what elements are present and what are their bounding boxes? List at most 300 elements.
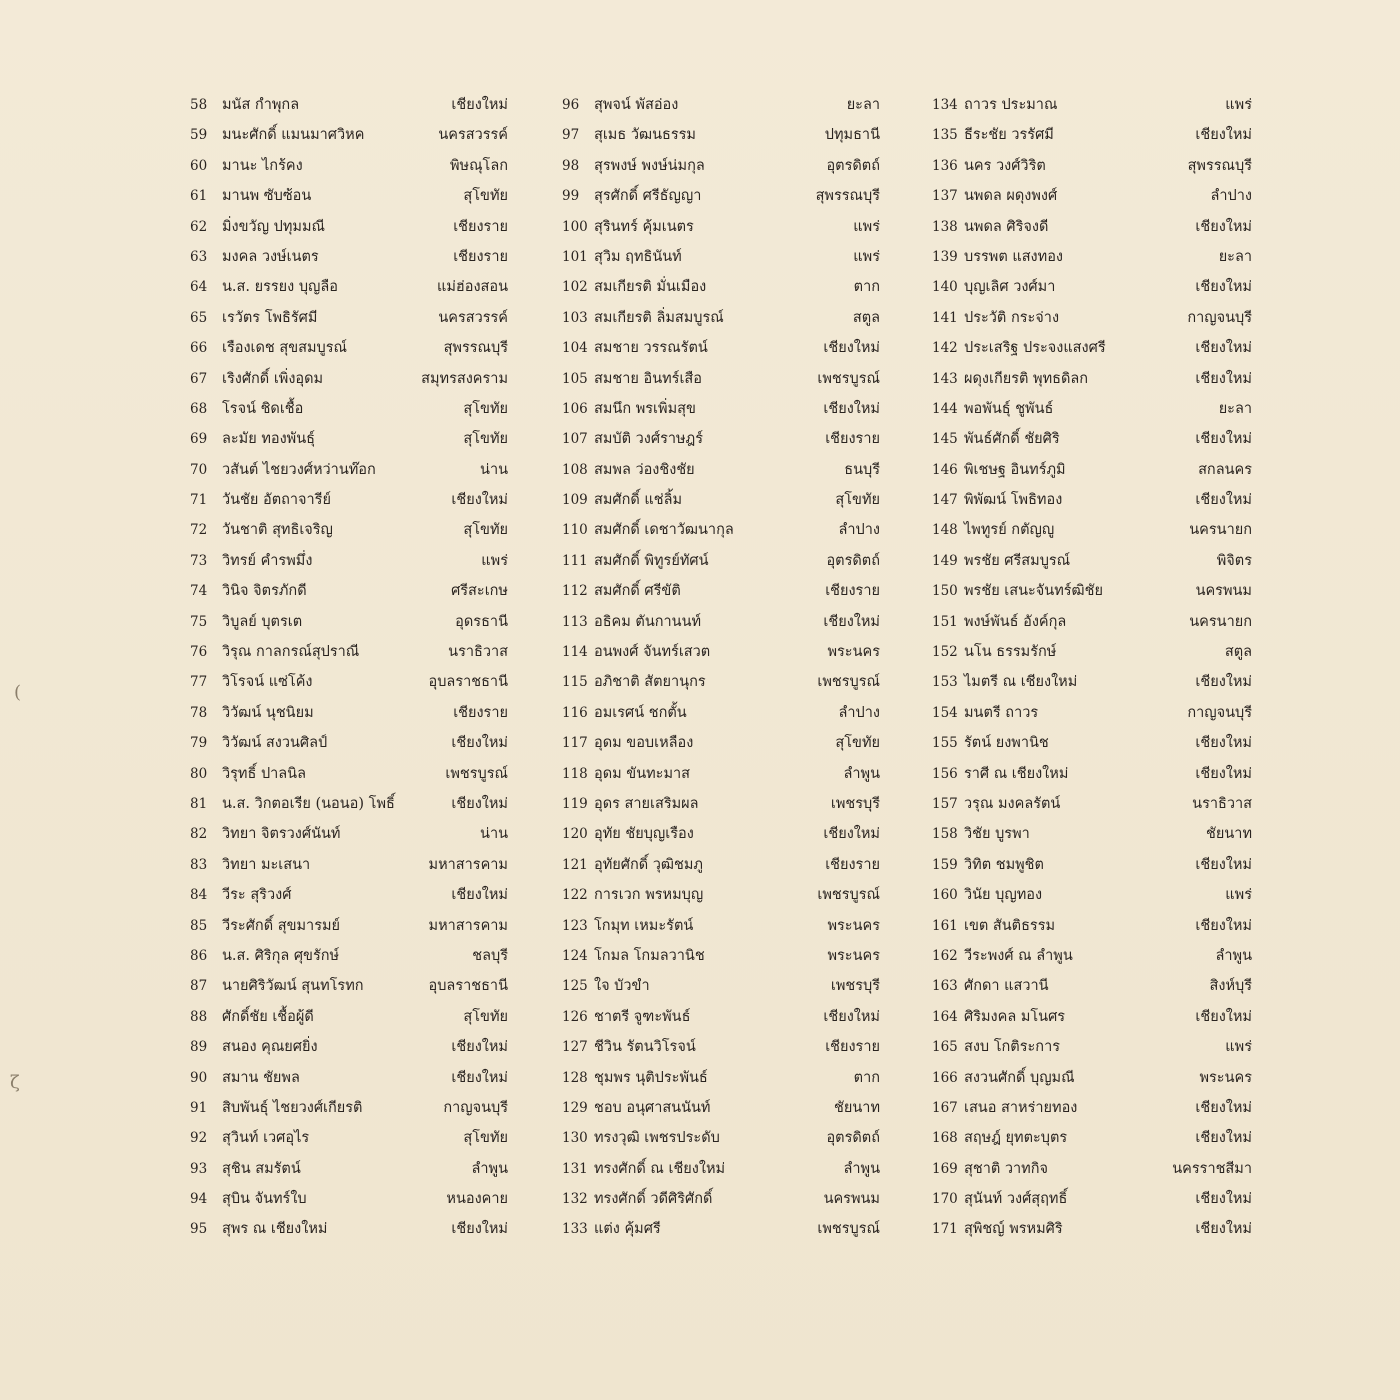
entry-number: 85 bbox=[190, 917, 208, 934]
entry-name: วินัย บุญทอง bbox=[964, 887, 1043, 904]
entry-province: ตาก bbox=[853, 279, 880, 296]
entry-name: อภิชาติ สัตยานุกร bbox=[594, 674, 706, 691]
entry-name: โรจน์ ชิดเชื้อ bbox=[222, 400, 304, 417]
entry-name: ละมัย ทองพันธุ์ bbox=[222, 431, 316, 448]
entry-province: ลำพูน bbox=[843, 765, 880, 782]
entry-name: วิรุณ กาลกรณ์สุปราณี bbox=[222, 644, 360, 661]
entry-province: เชียงใหม่ bbox=[1195, 765, 1252, 782]
entry-province: ลำพูน bbox=[471, 1160, 508, 1177]
entry-number: 92 bbox=[190, 1130, 208, 1147]
entry-name: สุพจน์ พัสอ่อง bbox=[594, 97, 679, 113]
entry-name: มนตรี ถาวร bbox=[964, 704, 1039, 721]
list-item bbox=[562, 151, 880, 181]
margin-mark-1: ( bbox=[14, 682, 22, 703]
list-item bbox=[932, 1184, 1252, 1214]
entry-province: ชลบุรี bbox=[472, 947, 508, 964]
entry-number: 70 bbox=[190, 461, 208, 478]
entry-province: เชียงใหม่ bbox=[451, 492, 508, 509]
entry-province: เชียงใหม่ bbox=[1195, 431, 1252, 448]
entry-name: สมาน ชัยพล bbox=[222, 1069, 300, 1086]
entry-number: 65 bbox=[190, 309, 208, 326]
entry-province: เพชรบูรณ์ bbox=[817, 1221, 880, 1238]
list-item bbox=[932, 151, 1252, 181]
entry-number: 91 bbox=[190, 1099, 208, 1116]
list-item bbox=[932, 576, 1252, 606]
entry-number: 137 bbox=[932, 188, 958, 205]
entry-number: 110 bbox=[562, 522, 588, 539]
list-item bbox=[932, 819, 1252, 849]
list-item bbox=[932, 1214, 1252, 1244]
entry-name: วิรุทธิ์ ปาลนิล bbox=[222, 765, 306, 782]
entry-name: สุวิม ฤทธินันท์ bbox=[594, 248, 682, 265]
entry-name: วีระ สุริวงศ์ bbox=[222, 887, 292, 904]
entry-province: ลำปาง bbox=[1210, 188, 1252, 205]
entry-number: 90 bbox=[190, 1069, 208, 1086]
entry-name: สุเมธ วัฒนธรรม bbox=[594, 127, 696, 144]
list-item bbox=[932, 394, 1252, 424]
entry-province: เชียงใหม่ bbox=[1195, 370, 1252, 387]
entry-number: 144 bbox=[932, 400, 958, 417]
entry-number: 139 bbox=[932, 248, 958, 265]
entry-province: สุโขทัย bbox=[463, 1008, 508, 1025]
entry-number: 147 bbox=[932, 492, 958, 509]
list-item bbox=[190, 485, 508, 515]
entry-name: วีระพงศ์ ณ ลำพูน bbox=[964, 947, 1073, 964]
entry-name: น.ส. วิกตอเรีย (นอนอ) โพธิ์ bbox=[222, 795, 395, 812]
list-item bbox=[562, 698, 880, 728]
entry-number: 102 bbox=[562, 279, 588, 296]
entry-province: น่าน bbox=[480, 461, 508, 478]
entry-province: เชียงใหม่ bbox=[1195, 674, 1252, 691]
entry-number: 171 bbox=[932, 1221, 958, 1238]
list-item bbox=[190, 971, 508, 1001]
entry-name: พิเชษฐ อินทร์ภูมิ bbox=[964, 461, 1066, 478]
list-item bbox=[562, 1063, 880, 1093]
list-item bbox=[190, 1063, 508, 1093]
entry-number: 117 bbox=[562, 735, 588, 752]
entry-number: 101 bbox=[562, 248, 588, 265]
entry-name: สุพร ณ เชียงใหม่ bbox=[222, 1221, 328, 1238]
list-item bbox=[190, 424, 508, 454]
entry-number: 164 bbox=[932, 1008, 958, 1025]
entry-number: 100 bbox=[562, 218, 588, 235]
list-item bbox=[562, 120, 880, 150]
entry-province: สุโขทัย bbox=[463, 1130, 508, 1147]
entry-province: นครพนม bbox=[1195, 583, 1252, 600]
entry-number: 104 bbox=[562, 340, 588, 357]
list-item bbox=[932, 607, 1252, 637]
list-item bbox=[190, 850, 508, 880]
list-item bbox=[932, 120, 1252, 150]
entry-name: สุพิชญ์ พรหมศิริ bbox=[964, 1221, 1063, 1238]
entry-name: นโน ธรรมรักษ์ bbox=[964, 644, 1057, 661]
entry-province: ยะลา bbox=[1218, 248, 1252, 265]
list-item bbox=[562, 333, 880, 363]
entry-province: นครสวรรค์ bbox=[438, 309, 508, 326]
entry-name: อุดร สายเสริมผล bbox=[594, 795, 699, 812]
entry-number: 109 bbox=[562, 492, 588, 509]
entry-name: วิทยา มะเสนา bbox=[222, 856, 311, 873]
list-item bbox=[562, 1032, 880, 1062]
entry-name: วิชัย บูรพา bbox=[964, 826, 1030, 843]
entry-province: นครพนม bbox=[823, 1191, 880, 1208]
list-item bbox=[190, 455, 508, 485]
list-item bbox=[562, 789, 880, 819]
entry-number: 108 bbox=[562, 461, 588, 478]
list-item bbox=[190, 546, 508, 576]
entry-name: วรุณ มงคลรัตน์ bbox=[964, 795, 1061, 812]
entry-name: วิบูลย์ บุตรเต bbox=[222, 613, 303, 630]
entry-number: 106 bbox=[562, 400, 588, 417]
entry-number: 130 bbox=[562, 1130, 588, 1147]
entry-province: เชียงใหม่ bbox=[1195, 856, 1252, 873]
entry-number: 114 bbox=[562, 644, 588, 661]
entry-province: ยะลา bbox=[846, 97, 880, 113]
entry-number: 146 bbox=[932, 461, 958, 478]
entry-name: พรชัย เสนะจันทร์ฒิชัย bbox=[964, 583, 1103, 600]
entry-number: 127 bbox=[562, 1039, 588, 1056]
entry-number: 107 bbox=[562, 431, 588, 448]
list-item bbox=[190, 819, 508, 849]
entry-name: อนพงศ์ จันทร์เสวต bbox=[594, 644, 711, 661]
entry-name: วิทรย์ คำรพมึ่ง bbox=[222, 552, 313, 569]
entry-number: 121 bbox=[562, 856, 588, 873]
list-column-2 bbox=[562, 90, 880, 1245]
list-item bbox=[562, 850, 880, 880]
entry-number: 59 bbox=[190, 127, 208, 144]
entry-province: สุโขทัย bbox=[463, 188, 508, 205]
entry-number: 156 bbox=[932, 765, 958, 782]
list-item bbox=[932, 941, 1252, 971]
entry-number: 71 bbox=[190, 492, 208, 509]
entry-number: 159 bbox=[932, 856, 958, 873]
entry-province: พิษณุโลก bbox=[449, 157, 508, 174]
entry-number: 149 bbox=[932, 552, 958, 569]
entry-province: มหาสารคาม bbox=[428, 917, 508, 934]
entry-name: นคร วงศ์วิริต bbox=[964, 157, 1046, 174]
entry-number: 88 bbox=[190, 1008, 208, 1025]
entry-province: เชียงใหม่ bbox=[823, 400, 880, 417]
list-item bbox=[190, 181, 508, 211]
entry-province: แพร่ bbox=[1225, 887, 1252, 904]
list-item bbox=[190, 880, 508, 910]
entry-number: 99 bbox=[562, 188, 580, 205]
entry-province: เชียงใหม่ bbox=[823, 826, 880, 843]
entry-name: ใจ บัวขำ bbox=[594, 978, 650, 995]
list-item bbox=[562, 455, 880, 485]
entry-province: เชียงราย bbox=[825, 1039, 880, 1056]
entry-number: 76 bbox=[190, 644, 208, 661]
entry-province: สิงห์บุรี bbox=[1209, 978, 1252, 995]
entry-province: เชียงใหม่ bbox=[1195, 1221, 1252, 1238]
list-item bbox=[190, 151, 508, 181]
entry-name: นายศิริวัฒน์ สุนทโรทก bbox=[222, 978, 364, 995]
list-item bbox=[932, 1032, 1252, 1062]
list-item bbox=[190, 1214, 508, 1244]
entry-province: เพชรบูรณ์ bbox=[817, 370, 880, 387]
entry-name: สุชิน สมรัตน์ bbox=[222, 1160, 301, 1177]
list-item bbox=[562, 90, 880, 120]
entry-number: 166 bbox=[932, 1069, 958, 1086]
entry-number: 163 bbox=[932, 978, 958, 995]
list-item bbox=[932, 272, 1252, 302]
entry-name: มนัส กำพุกล bbox=[222, 97, 300, 113]
entry-name: สุนันท์ วงศ์สุฤทธิ์ bbox=[964, 1191, 1068, 1208]
entry-province: เชียงใหม่ bbox=[1195, 340, 1252, 357]
entry-name: ถาวร ประมาณ bbox=[964, 97, 1058, 113]
entry-name: มิ่งขวัญ ปทุมมณี bbox=[222, 218, 325, 235]
list-item bbox=[562, 303, 880, 333]
entry-province: แพร่ bbox=[1225, 97, 1252, 113]
entry-name: อุดม ขอบเหลือง bbox=[594, 735, 694, 752]
entry-province: เชียงราย bbox=[453, 218, 508, 235]
entry-name: บรรพต แสงทอง bbox=[964, 248, 1063, 265]
entry-province: เชียงใหม่ bbox=[451, 97, 508, 113]
entry-province: เชียงใหม่ bbox=[451, 795, 508, 812]
entry-number: 93 bbox=[190, 1160, 208, 1177]
entry-name: ประวัติ กระจ่าง bbox=[964, 309, 1060, 326]
list-item bbox=[190, 607, 508, 637]
list-item bbox=[932, 759, 1252, 789]
entry-number: 66 bbox=[190, 340, 208, 357]
entry-province: แม่ฮ่องสอน bbox=[436, 279, 508, 296]
entry-name: ประเสริฐ ประจงแสงศรี bbox=[964, 340, 1106, 357]
entry-province: เชียงใหม่ bbox=[1195, 279, 1252, 296]
entry-name: สุชาติ วาทกิจ bbox=[964, 1160, 1048, 1177]
entry-province: ยะลา bbox=[1218, 400, 1252, 417]
entry-province: เชียงใหม่ bbox=[451, 1069, 508, 1086]
entry-province: แพร่ bbox=[853, 248, 880, 265]
entry-number: 112 bbox=[562, 583, 588, 600]
entry-number: 60 bbox=[190, 157, 208, 174]
list-column-1 bbox=[190, 90, 508, 1245]
list-item bbox=[932, 1063, 1252, 1093]
entry-province: เพชรบูรณ์ bbox=[445, 765, 508, 782]
list-item bbox=[562, 1184, 880, 1214]
entry-name: เรืองเดช สุขสมบูรณ์ bbox=[222, 340, 347, 357]
entry-number: 152 bbox=[932, 644, 958, 661]
entry-name: สงบ โกติระการ bbox=[964, 1039, 1061, 1056]
entry-name: อุดม ขันทะมาส bbox=[594, 765, 691, 782]
entry-name: วินิจ จิตรภักดี bbox=[222, 583, 307, 600]
list-item bbox=[190, 90, 508, 120]
list-item bbox=[932, 90, 1252, 120]
list-item bbox=[932, 911, 1252, 941]
entry-province: อุบลราชธานี bbox=[428, 674, 508, 691]
entry-name: ชีวิน รัตนวิโรจน์ bbox=[594, 1039, 696, 1056]
entry-name: ศักดิ์ชัย เชื้อผู้ดี bbox=[222, 1008, 314, 1025]
list-item bbox=[190, 212, 508, 242]
list-item bbox=[932, 485, 1252, 515]
entry-number: 73 bbox=[190, 552, 208, 569]
entry-name: เขต สันติธรรม bbox=[964, 917, 1056, 934]
entry-name: ชาตรี จูฑะพันธ์ bbox=[594, 1008, 691, 1025]
list-item bbox=[932, 333, 1252, 363]
list-item bbox=[190, 941, 508, 971]
entry-province: เชียงใหม่ bbox=[1195, 492, 1252, 509]
entry-province: เชียงใหม่ bbox=[451, 887, 508, 904]
list-item bbox=[562, 1214, 880, 1244]
entry-province: สุพรรณบุรี bbox=[443, 340, 508, 357]
entry-number: 86 bbox=[190, 947, 208, 964]
list-item bbox=[562, 911, 880, 941]
entry-number: 74 bbox=[190, 583, 208, 600]
entry-name: สุรินทร์ คุ้มเนตร bbox=[594, 218, 694, 235]
entry-province: อุตรดิตถ์ bbox=[826, 552, 880, 569]
entry-number: 129 bbox=[562, 1099, 588, 1116]
list-item bbox=[932, 364, 1252, 394]
entry-province: ปทุมธานี bbox=[824, 127, 880, 144]
entry-number: 153 bbox=[932, 674, 958, 691]
entry-number: 160 bbox=[932, 887, 958, 904]
entry-province: น่าน bbox=[480, 826, 508, 843]
entry-province: อุบลราชธานี bbox=[428, 978, 508, 995]
entry-province: เชียงใหม่ bbox=[1195, 917, 1252, 934]
entry-province: นครสวรรค์ bbox=[438, 127, 508, 144]
entry-number: 169 bbox=[932, 1160, 958, 1177]
list-item bbox=[932, 850, 1252, 880]
margin-mark-2: ζ bbox=[10, 1072, 20, 1093]
entry-province: เชียงใหม่ bbox=[1195, 218, 1252, 235]
list-item bbox=[562, 607, 880, 637]
entry-number: 155 bbox=[932, 735, 958, 752]
entry-name: รัตน์ ยงพานิช bbox=[964, 735, 1049, 752]
list-item bbox=[190, 1184, 508, 1214]
list-item bbox=[932, 728, 1252, 758]
entry-province: ชัยนาท bbox=[834, 1099, 880, 1116]
list-item bbox=[190, 515, 508, 545]
entry-name: ศิริมงคล มโนศร bbox=[964, 1008, 1066, 1025]
entry-number: 69 bbox=[190, 431, 208, 448]
entry-number: 141 bbox=[932, 309, 958, 326]
entry-province: พระนคร bbox=[1199, 1069, 1252, 1086]
entry-number: 68 bbox=[190, 400, 208, 417]
entry-name: ศักดา แสวานี bbox=[964, 978, 1049, 995]
entry-province: ลำปาง bbox=[838, 704, 880, 721]
entry-name: สมศักดิ์ เดชาวัฒนากุล bbox=[594, 522, 734, 539]
entry-province: พระนคร bbox=[827, 947, 880, 964]
entry-number: 154 bbox=[932, 704, 958, 721]
entry-number: 123 bbox=[562, 917, 588, 934]
entry-province: ลำปาง bbox=[838, 522, 880, 539]
entry-number: 79 bbox=[190, 735, 208, 752]
entry-number: 81 bbox=[190, 795, 208, 812]
entry-number: 120 bbox=[562, 826, 588, 843]
entry-number: 95 bbox=[190, 1221, 208, 1238]
list-item bbox=[190, 576, 508, 606]
entry-province: หนองคาย bbox=[446, 1191, 508, 1208]
entry-province: เชียงใหม่ bbox=[1195, 1008, 1252, 1025]
entry-province: แพร่ bbox=[853, 218, 880, 235]
entry-province: อุตรดิตถ์ bbox=[826, 1130, 880, 1147]
entry-name: อมเรศน์ ชกตั้น bbox=[594, 704, 687, 721]
entry-name: ชอบ อนุศาสนนันท์ bbox=[594, 1099, 711, 1116]
list-item bbox=[562, 971, 880, 1001]
entry-name: ทรงศักดิ์ วดีศิริศักดิ์ bbox=[594, 1191, 713, 1208]
list-item bbox=[932, 789, 1252, 819]
list-item bbox=[562, 515, 880, 545]
list-item bbox=[190, 120, 508, 150]
entry-province: ตาก bbox=[853, 1069, 880, 1086]
entry-number: 83 bbox=[190, 856, 208, 873]
list-item bbox=[562, 880, 880, 910]
entry-province: สุโขทัย bbox=[835, 492, 880, 509]
entry-name: สมศักดิ์ แช่ลิ้ม bbox=[594, 492, 683, 509]
list-column-3 bbox=[932, 90, 1252, 1245]
entry-province: สุโขทัย bbox=[463, 400, 508, 417]
entry-name: แต่ง คุ้มศรี bbox=[594, 1221, 661, 1238]
list-item bbox=[190, 667, 508, 697]
list-item bbox=[932, 212, 1252, 242]
entry-number: 157 bbox=[932, 795, 958, 812]
entry-number: 142 bbox=[932, 340, 958, 357]
entry-name: อธิคม ตันกานนท์ bbox=[594, 613, 702, 630]
entry-number: 84 bbox=[190, 887, 208, 904]
entry-number: 131 bbox=[562, 1160, 588, 1177]
entry-number: 96 bbox=[562, 97, 580, 113]
entry-province: สุโขทัย bbox=[463, 522, 508, 539]
list-item bbox=[562, 212, 880, 242]
entry-province: ลำพูน bbox=[843, 1160, 880, 1177]
entry-province: เชียงใหม่ bbox=[1195, 1130, 1252, 1147]
entry-number: 103 bbox=[562, 309, 588, 326]
entry-name: น.ส. ศิริกุล ศุขรักษ์ bbox=[222, 947, 340, 964]
list-item bbox=[562, 819, 880, 849]
entry-province: อุดรธานี bbox=[455, 613, 508, 630]
entry-number: 145 bbox=[932, 431, 958, 448]
entry-name: ทรงศักดิ์ ณ เชียงใหม่ bbox=[594, 1160, 726, 1177]
entry-number: 87 bbox=[190, 978, 208, 995]
entry-number: 158 bbox=[932, 826, 958, 843]
list-item bbox=[562, 272, 880, 302]
entry-number: 143 bbox=[932, 370, 958, 387]
entry-name: วีระศักดิ์ สุขมารมย์ bbox=[222, 917, 341, 934]
entry-number: 140 bbox=[932, 279, 958, 296]
entry-province: เชียงใหม่ bbox=[1195, 127, 1252, 144]
entry-province: เพชรบุรี bbox=[830, 978, 880, 995]
list-item bbox=[190, 364, 508, 394]
list-item bbox=[932, 698, 1252, 728]
list-item bbox=[932, 424, 1252, 454]
entry-province: สตูล bbox=[1224, 644, 1252, 661]
entry-name: เสนอ สาหร่ายทอง bbox=[964, 1099, 1078, 1116]
list-item bbox=[562, 576, 880, 606]
entry-number: 111 bbox=[562, 552, 588, 569]
entry-number: 77 bbox=[190, 674, 208, 691]
entry-province: สกลนคร bbox=[1198, 461, 1252, 478]
list-item bbox=[562, 181, 880, 211]
entry-name: ธีระชัย วรรัศมี bbox=[964, 127, 1054, 144]
list-item bbox=[562, 1123, 880, 1153]
entry-number: 80 bbox=[190, 765, 208, 782]
entry-name: เริงศักดิ์ เพิ่งอุดม bbox=[222, 370, 324, 387]
entry-province: เชียงใหม่ bbox=[823, 340, 880, 357]
entry-number: 64 bbox=[190, 279, 208, 296]
entry-number: 128 bbox=[562, 1069, 588, 1086]
list-item bbox=[190, 728, 508, 758]
list-item bbox=[190, 272, 508, 302]
list-item bbox=[562, 728, 880, 758]
entry-province: นครราชสีมา bbox=[1172, 1160, 1252, 1177]
entry-number: 162 bbox=[932, 947, 958, 964]
entry-name: สมเกียรติ ลิ่มสมบูรณ์ bbox=[594, 309, 724, 326]
entry-province: สุโขทัย bbox=[835, 735, 880, 752]
list-item bbox=[190, 1154, 508, 1184]
entry-province: เชียงใหม่ bbox=[451, 1221, 508, 1238]
entry-name: พรชัย ศรีสมบูรณ์ bbox=[964, 552, 1071, 569]
entry-name: วันชาติ สุทธิเจริญ bbox=[222, 522, 333, 539]
entry-number: 72 bbox=[190, 522, 208, 539]
